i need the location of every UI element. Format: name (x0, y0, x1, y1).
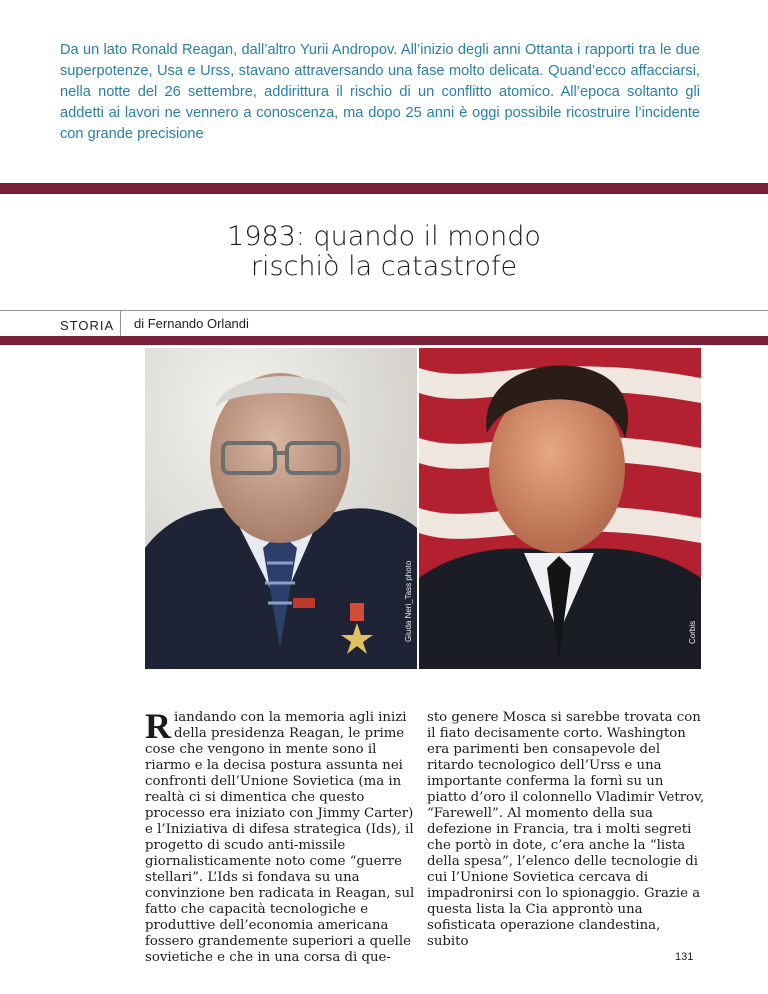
article-title (0, 222, 768, 282)
body-column-1-text: iandando con la memoria agli inizi della presidenza Reagan, le prime cose che vengono in mente sono il riarmo e la decisa postura assunta nei confronti dell’Unione Sovietica (ma in realtà ci si dimentica che questo processo era iniziato con Jimmy Carter) e l’Iniziativa di difesa strategica (Ids), il progetto di scudo anti-missile giornalisticamente noto come “guerre stellari”. L’Ids si fondava su una convinzione ben radicata in Reagan, sul fatto che capacità tecnologiche e produttive dell’economia americana fossero grandemente superiori a quelle sovietiche e che in una corsa di que- (145, 710, 415, 965)
header-rule (0, 310, 768, 311)
andropov-portrait-image (145, 348, 417, 669)
left-photo-credit: Giuda Neri_Tass photo (404, 560, 413, 642)
title-line-1: 1983: quando il mondo (227, 221, 541, 252)
drop-cap: R (145, 706, 171, 746)
reagan-portrait-image (419, 348, 701, 669)
reagan-photo (419, 348, 701, 669)
section-label: STORIA (60, 318, 115, 333)
page-number: 131 (675, 951, 694, 963)
intro-paragraph: Da un lato Ronald Reagan, dall’altro Yurii Andropov. All’inizio degli anni Ottanta i rapporti tra le due superpotenze, Usa e Urss, stavano attraversando una fase molto delicata. Quand’ecco affacciarsi, nella notte del 26 settembre, addirittura il rischio di un conflitto atomico. All’epoca soltanto gli addetti ai lavori ne vennero a conoscenza, ma dopo 25 anni è oggi possibile ricostruire l’incidente con grande precisione (60, 42, 700, 142)
body-column-1 (145, 706, 423, 966)
body-column-2: sto genere Mosca si sarebbe trovata con il fiato decisamente corto. Washington era parimenti ben consapevole del ritardo tecnologico dell’Urss e una importante conferma la fornì su un piatto d’oro il colonnello Vladimir Vetrov, “Farewell”. Al momento della sua defezione in Francia, tra i molti segreti che portò in dote, c’era anche la “lista della spesa”, l’elenco delle tecnologie di cui l’Unione Sovietica cercava di impadronirsi con lo spionaggio. Grazie a questa lista la Cia approntò una sofisticata operazione clandestina, subito (427, 710, 705, 949)
right-photo-credit: Corbis (688, 620, 697, 644)
top-accent-bar (0, 183, 768, 194)
bottom-accent-bar (0, 336, 768, 345)
title-line-2: rischiò la catastrofe (250, 251, 518, 282)
andropov-photo (145, 348, 417, 669)
header-divider (120, 310, 121, 336)
byline: di Fernando Orlandi (134, 316, 249, 331)
